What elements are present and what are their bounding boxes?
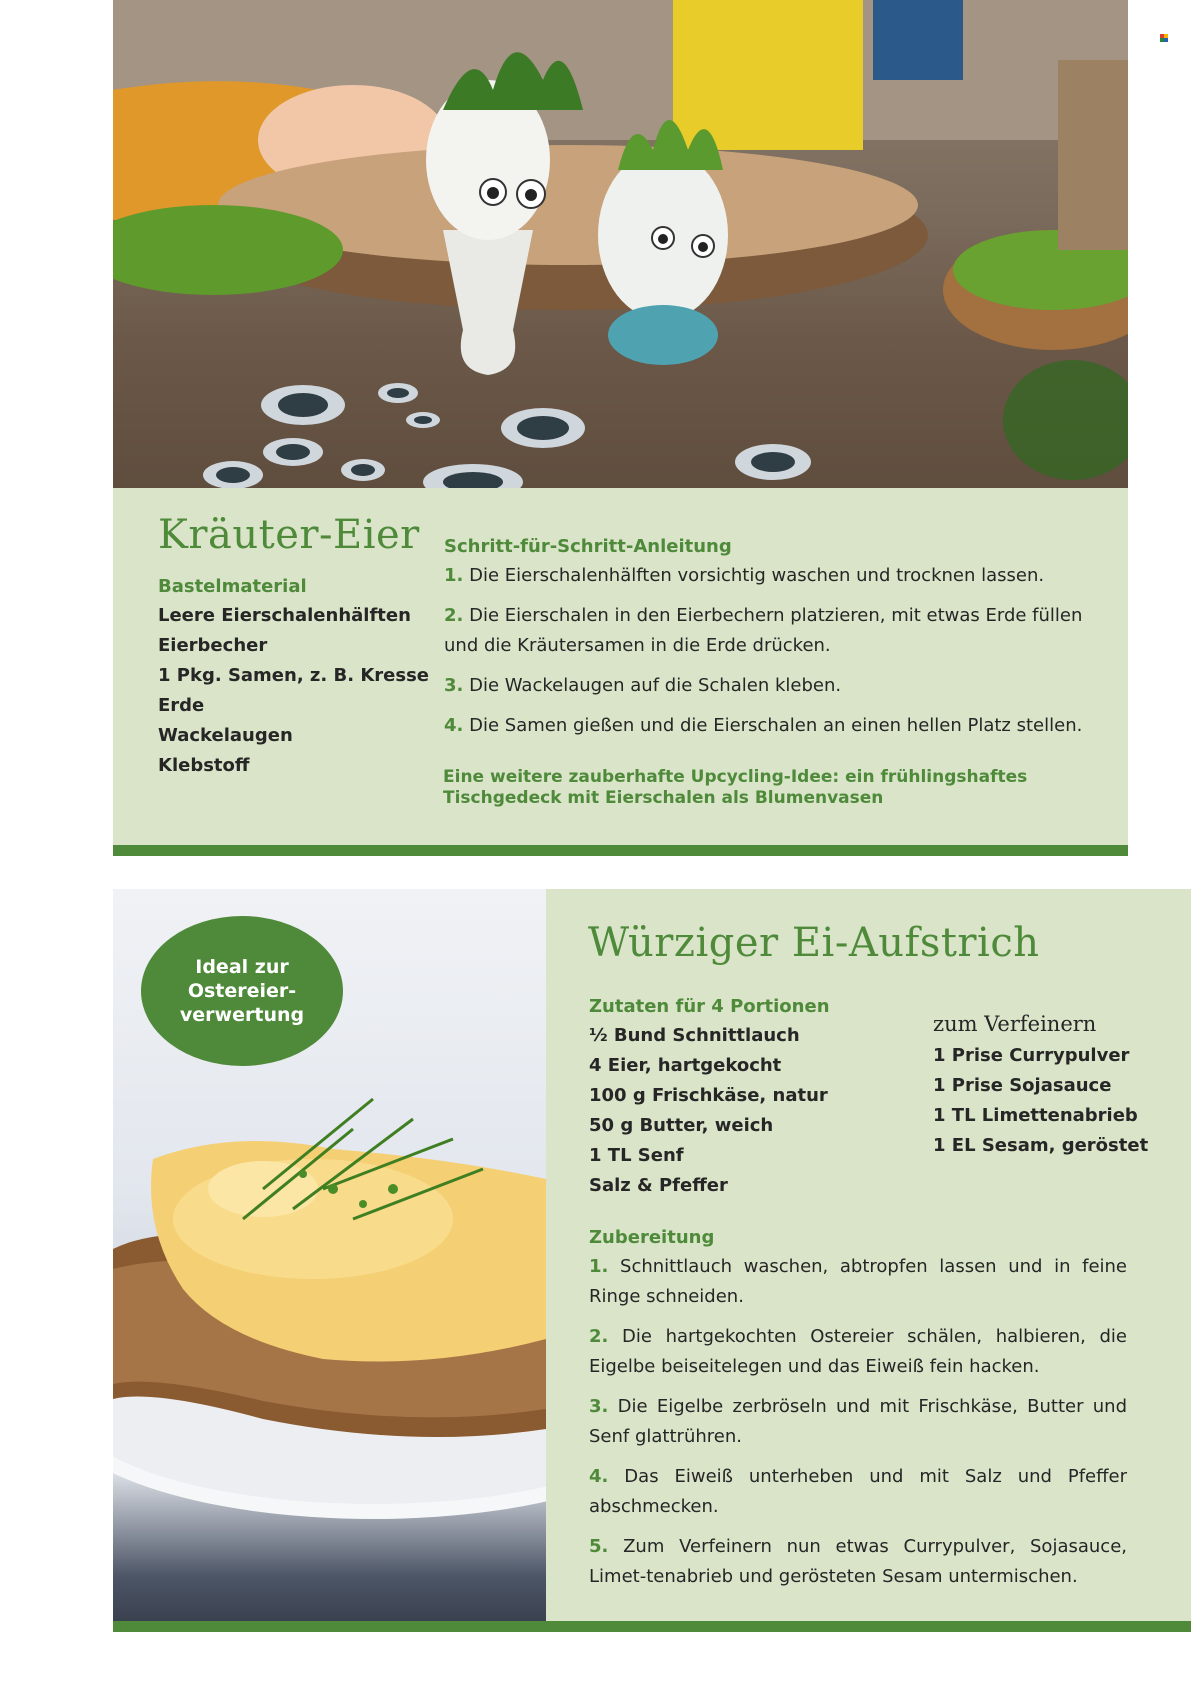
note-line: Tischgedeck mit Eierschalen als Blumenvasen bbox=[443, 788, 884, 808]
upcycling-note bbox=[443, 767, 1103, 809]
step-item bbox=[589, 1392, 1127, 1452]
prep-label: Zubereitung bbox=[589, 1227, 715, 1248]
step-text: Die Wackelaugen auf die Schalen kleben. bbox=[469, 675, 842, 696]
recipe1-divider-bar bbox=[113, 845, 1128, 856]
list-item: 1 Prise Sojasauce bbox=[933, 1075, 1112, 1096]
note-line: Eine weitere zauberhafte Upcycling-Idee: ein frühlingshaftes bbox=[443, 767, 1028, 787]
refine-list bbox=[933, 1041, 1148, 1161]
step-item bbox=[589, 1252, 1127, 1312]
step-number: 3. bbox=[444, 675, 464, 696]
step-number: 1. bbox=[589, 1256, 609, 1277]
step-item bbox=[444, 561, 1094, 591]
list-item: Klebstoff bbox=[158, 755, 250, 776]
refine-label: zum Verfeinern bbox=[933, 1012, 1097, 1036]
photo-herb-eggs bbox=[113, 0, 1128, 488]
step-item bbox=[444, 711, 1094, 741]
step-text: Schnittlauch waschen, abtropfen lassen und in feine Ringe schneiden. bbox=[589, 1256, 1127, 1307]
step-item bbox=[589, 1532, 1127, 1592]
recipe2-divider-bar bbox=[113, 1621, 1191, 1632]
steps-label: Schritt-für-Schritt-Anleitung bbox=[444, 536, 732, 557]
recipe1-steps bbox=[444, 561, 1094, 751]
list-item: 50 g Butter, weich bbox=[589, 1115, 774, 1136]
step-text: Das Eiweiß unterheben und mit Salz und Pfeffer abschmecken. bbox=[589, 1466, 1127, 1517]
list-item: Erde bbox=[158, 695, 205, 716]
step-item bbox=[589, 1322, 1127, 1382]
list-item: 1 Pkg. Samen, z. B. Kresse bbox=[158, 665, 430, 686]
step-number: 1. bbox=[444, 565, 464, 586]
recipe1-title: Kräuter-Eier bbox=[158, 512, 420, 558]
badge-line: Ideal zur bbox=[195, 956, 289, 978]
step-text: Die Samen gießen und die Eierschalen an einen hellen Platz stellen. bbox=[469, 715, 1083, 736]
badge-easter-egg-use bbox=[141, 916, 343, 1066]
materials-list bbox=[158, 601, 429, 781]
step-number: 2. bbox=[444, 605, 464, 626]
list-item: Salz & Pfeffer bbox=[589, 1175, 728, 1196]
list-item: Leere Eierschalenhälften bbox=[158, 605, 411, 626]
list-item: 4 Eier, hartgekocht bbox=[589, 1055, 782, 1076]
step-text: Die hartgekochten Ostereier schälen, halbieren, die Eigelbe beiseitelegen und das Eiweiß fein hacken. bbox=[589, 1326, 1127, 1377]
badge-line: Ostereier- bbox=[187, 980, 297, 1002]
step-number: 3. bbox=[589, 1396, 609, 1417]
step-number: 5. bbox=[589, 1536, 609, 1557]
step-item bbox=[444, 671, 1094, 701]
ingredients-label: Zutaten für 4 Portionen bbox=[589, 996, 830, 1017]
list-item: 1 EL Sesam, geröstet bbox=[933, 1135, 1149, 1156]
list-item: 1 TL Senf bbox=[589, 1145, 684, 1166]
step-item bbox=[444, 601, 1094, 661]
step-item bbox=[589, 1462, 1127, 1522]
badge-line: verwertung bbox=[179, 1004, 305, 1026]
materials-label: Bastelmaterial bbox=[158, 576, 307, 597]
list-item: 1 TL Limettenabrieb bbox=[933, 1105, 1138, 1126]
step-text: Die Eierschalen in den Eierbechern platzieren, mit etwas Erde füllen und die Kräutersamen in die Erde drücken. bbox=[444, 605, 1083, 656]
step-number: 4. bbox=[589, 1466, 609, 1487]
brand-logo-icon bbox=[1160, 34, 1168, 42]
step-text: Zum Verfeinern nun etwas Currypulver, Sojasauce, Limet-tenabrieb und gerösteten Sesam untermischen. bbox=[589, 1536, 1127, 1587]
list-item: ½ Bund Schnittlauch bbox=[589, 1025, 800, 1046]
list-item: Eierbecher bbox=[158, 635, 268, 656]
step-text: Die Eierschalenhälften vorsichtig waschen und trocknen lassen. bbox=[469, 565, 1045, 586]
list-item: 100 g Frischkäse, natur bbox=[589, 1085, 828, 1106]
step-text: Die Eigelbe zerbröseln und mit Frischkäse, Butter und Senf glattrühren. bbox=[589, 1396, 1127, 1447]
list-item: Wackelaugen bbox=[158, 725, 293, 746]
list-item: 1 Prise Currypulver bbox=[933, 1045, 1130, 1066]
ingredients-list bbox=[589, 1021, 828, 1201]
recipe2-title: Würziger Ei-Aufstrich bbox=[588, 920, 1040, 966]
step-number: 2. bbox=[589, 1326, 609, 1347]
step-number: 4. bbox=[444, 715, 464, 736]
recipe2-steps bbox=[589, 1252, 1127, 1602]
herb-eggs-illustration bbox=[113, 0, 1128, 488]
